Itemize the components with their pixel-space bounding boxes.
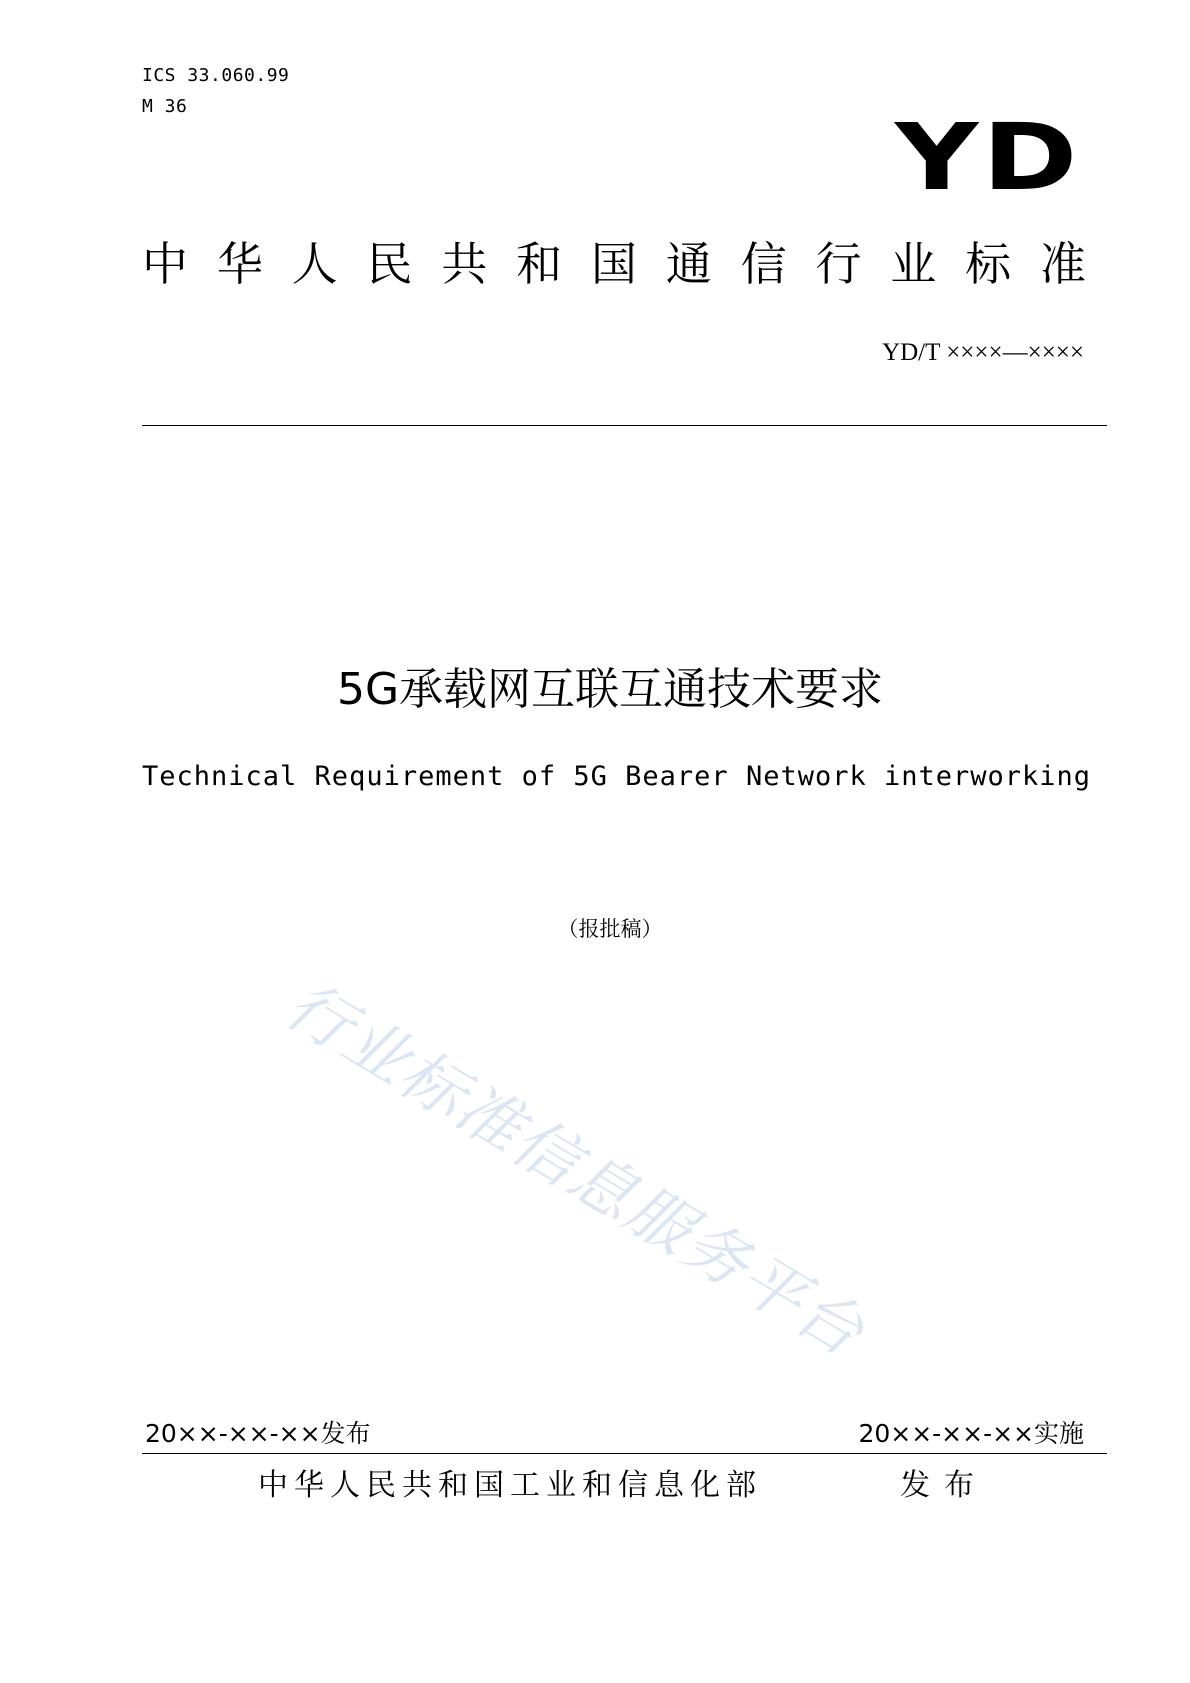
standard-category-char: 华 (216, 237, 263, 291)
standard-category-char: 准 (1039, 237, 1086, 291)
standard-category-char: 中 (142, 237, 188, 291)
ics-code: ICS 33.060.99 (142, 65, 290, 86)
standard-category-char: 和 (516, 237, 563, 291)
draft-status: （报批稿） (557, 917, 663, 941)
issuing-authority: 中华人民共和国工业和信息化部 (258, 1468, 762, 1503)
classification-codes (142, 60, 289, 122)
standard-category-char: 通 (665, 237, 712, 291)
publish-date: 20××-××-××发布 (145, 1419, 371, 1448)
ccs-code: M 36 (142, 96, 188, 117)
standard-category-char: 人 (291, 237, 338, 291)
document-title-en: Technical Requirement of 5G Bearer Network interworking (142, 761, 1092, 792)
standard-category-char: 共 (441, 237, 488, 291)
standard-number: YD/T ××××—×××× (882, 339, 1084, 366)
implement-date: 20××-××-××实施 (858, 1419, 1084, 1448)
standard-category-title (142, 234, 1086, 294)
header-divider (142, 425, 1107, 426)
document-title-cn: 5G承载网互联互通技术要求 (336, 664, 884, 715)
standard-category-char: 业 (890, 237, 937, 291)
issuer-action: 发布 (900, 1468, 988, 1503)
yd-logo: YD (895, 104, 1082, 211)
standard-category-char: 行 (815, 237, 862, 291)
footer-divider (142, 1453, 1107, 1454)
standard-category-char: 民 (366, 237, 413, 291)
standard-category-char: 信 (740, 237, 787, 291)
watermark: 行业标准信息服务平台 (272, 968, 877, 1372)
standard-category-char: 标 (965, 237, 1012, 291)
standard-category-char: 国 (590, 237, 637, 291)
